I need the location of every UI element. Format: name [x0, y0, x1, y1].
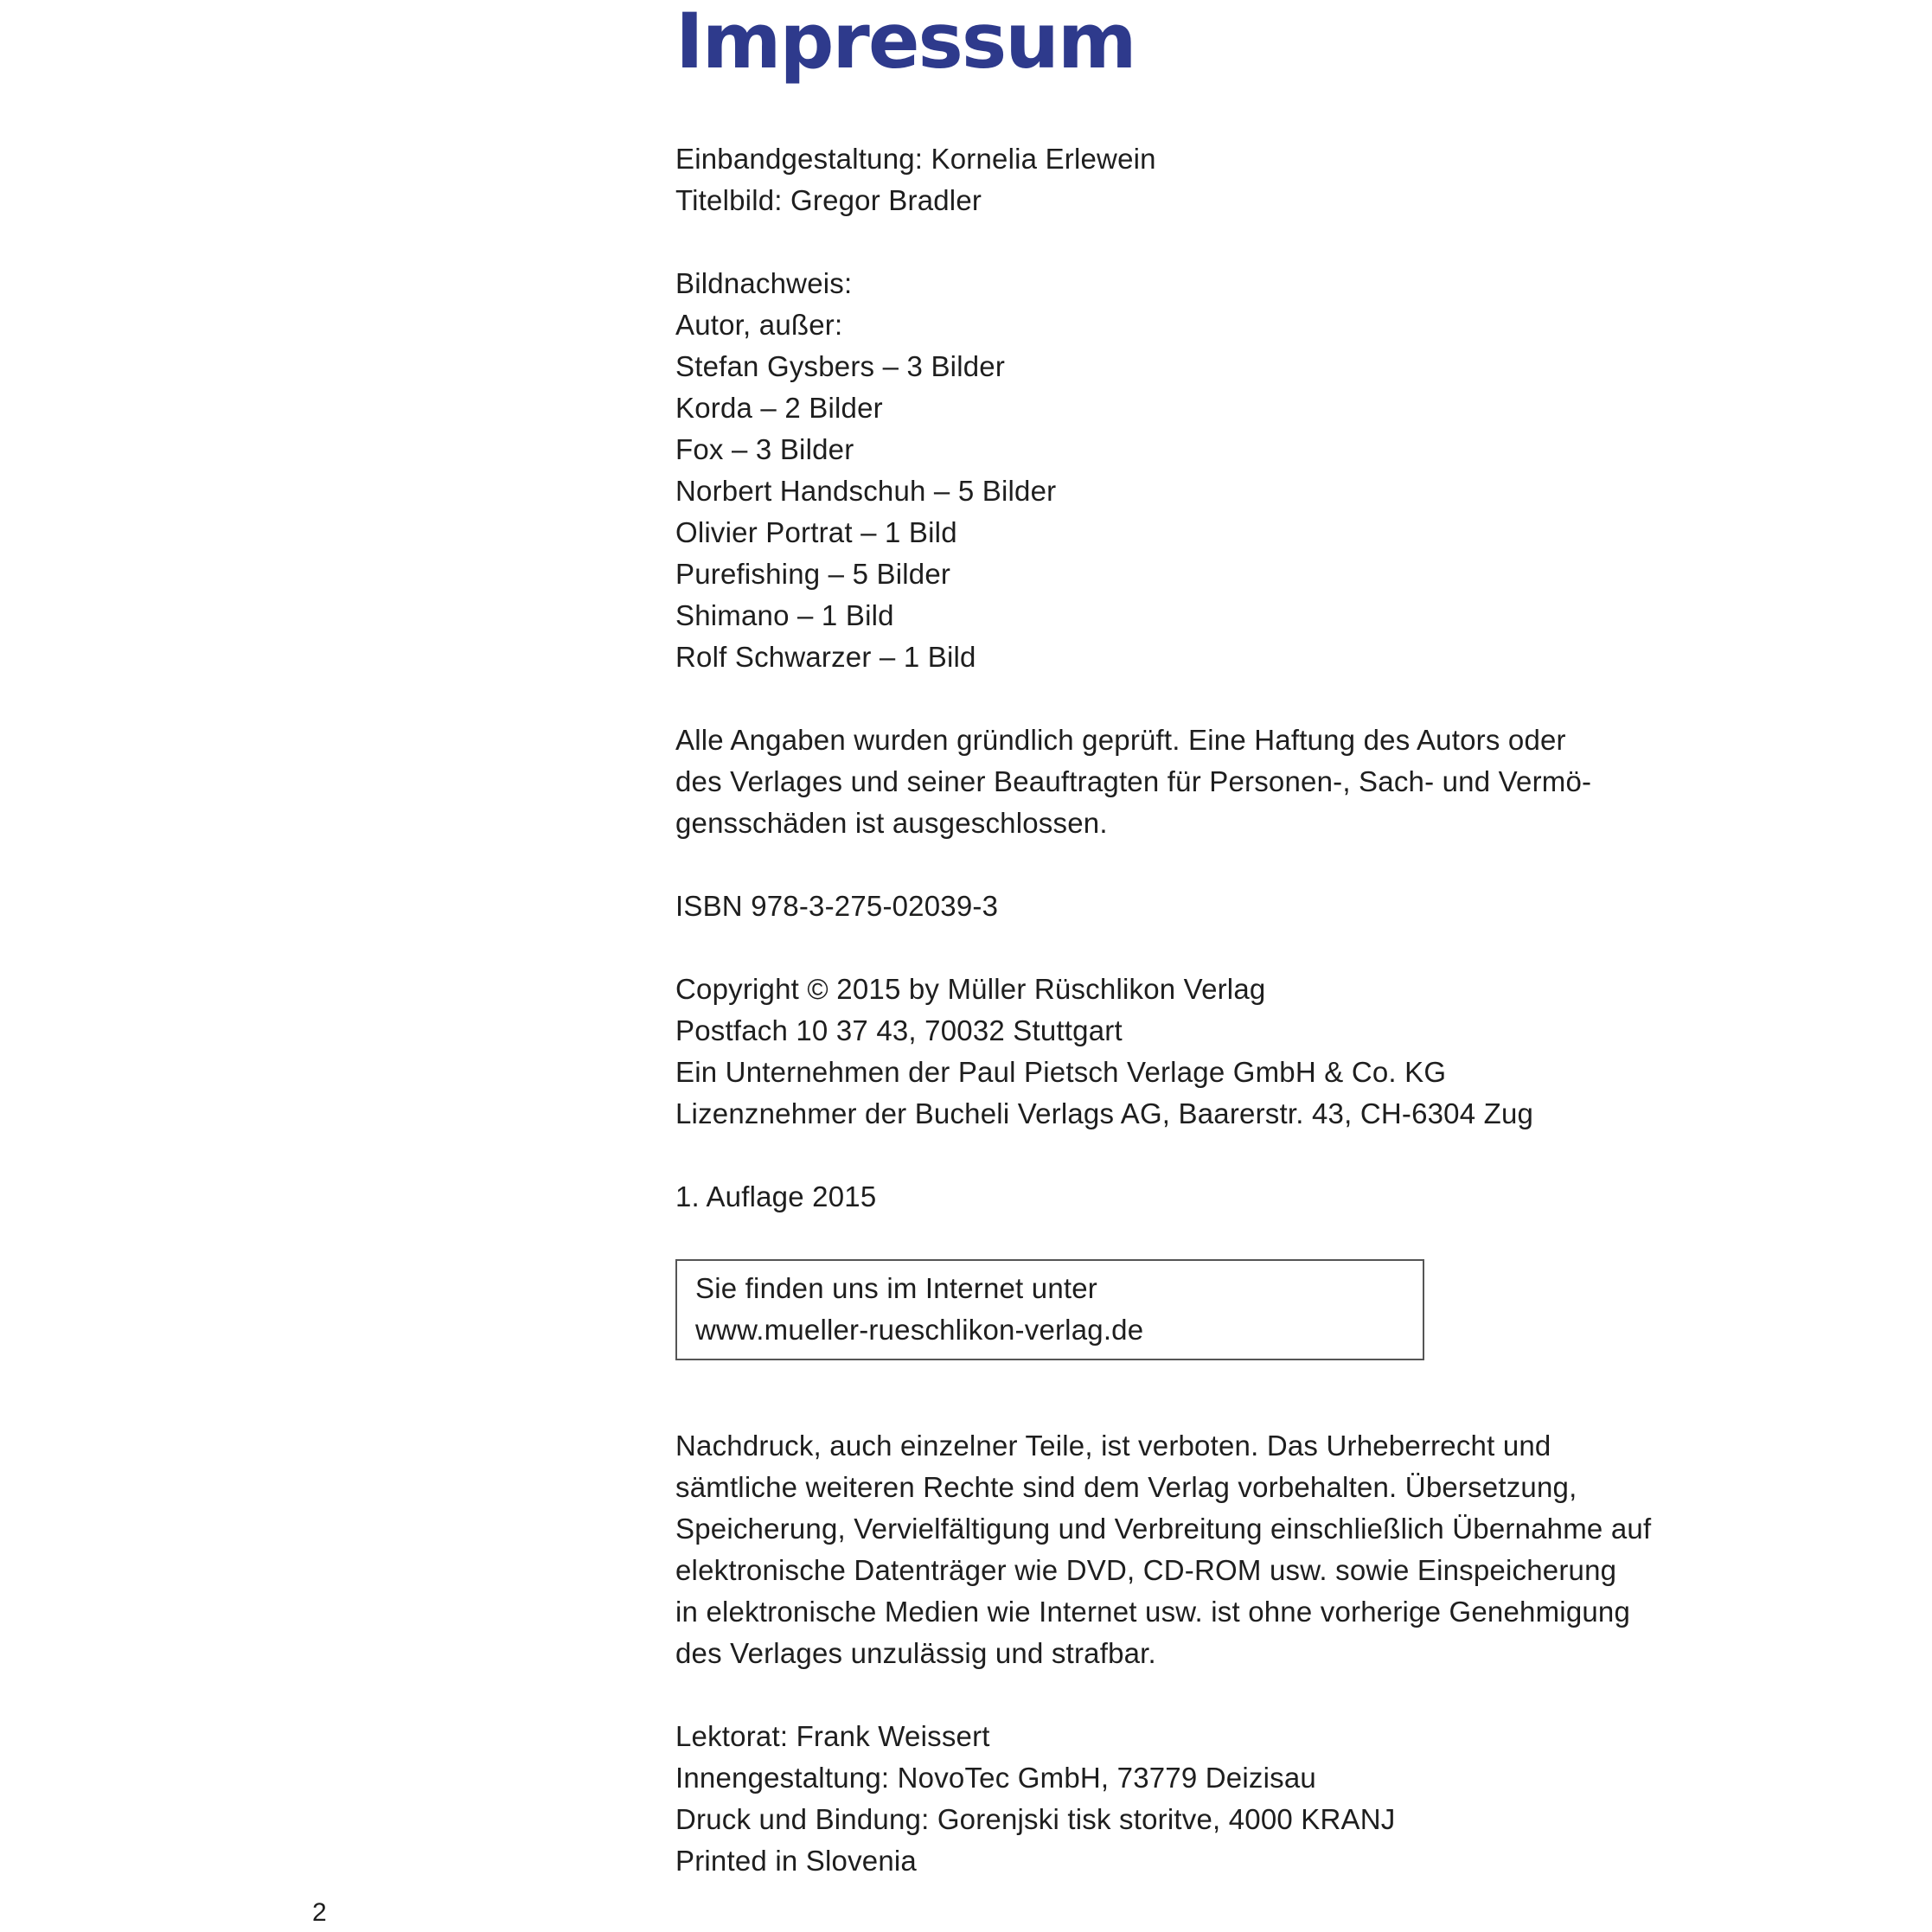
production-line: Printed in Slovenia	[675, 1845, 917, 1877]
copyright-line: Postfach 10 37 43, 70032 Stuttgart	[675, 1014, 1123, 1046]
spacer	[675, 221, 1644, 263]
copyright-line: Lizenznehmer der Bucheli Verlags AG, Baarerstr. 43, CH-6304 Zug	[675, 1097, 1534, 1129]
website-box	[675, 1259, 1424, 1360]
image-credit-item: Korda – 2 Bilder	[675, 392, 883, 424]
production-block	[675, 1716, 1644, 1882]
page-number: 2	[312, 1898, 327, 1927]
disclaimer-line: gensschäden ist ausgeschlossen.	[675, 807, 1108, 839]
spacer	[675, 1674, 1644, 1716]
rights-line: Speicherung, Vervielfältigung und Verbreitung einschließlich Übernahme auf	[675, 1513, 1652, 1545]
rights-line: elektronische Datenträger wie DVD, CD-ROM usw. sowie Einspeicherung	[675, 1554, 1617, 1586]
production-line: Lektorat: Frank Weissert	[675, 1720, 990, 1752]
copyright-line: Ein Unternehmen der Paul Pietsch Verlage GmbH & Co. KG	[675, 1056, 1447, 1088]
edition-block	[675, 1176, 1644, 1218]
spacer	[675, 927, 1644, 969]
rights-line: sämtliche weiteren Rechte sind dem Verlag vorbehalten. Übersetzung,	[675, 1471, 1577, 1503]
image-credit-item: Purefishing – 5 Bilder	[675, 558, 951, 590]
copyright-block	[675, 969, 1644, 1135]
image-credit-item: Fox – 3 Bilder	[675, 433, 854, 465]
imprint-body	[675, 138, 1652, 1882]
disclaimer-paragraph	[675, 720, 1644, 844]
rights-line: Nachdruck, auch einzelner Teile, ist verboten. Das Urheberrecht und	[675, 1430, 1551, 1462]
disclaimer-line: Alle Angaben wurden gründlich geprüft. Eine Haftung des Autors oder	[675, 724, 1566, 756]
production-line: Innengestaltung: NovoTec GmbH, 73779 Deizisau	[675, 1762, 1316, 1794]
image-credits-intro: Autor, außer:	[675, 309, 843, 341]
image-credit-item: Norbert Handschuh – 5 Bilder	[675, 475, 1057, 507]
isbn-block	[675, 886, 1644, 927]
image-credit-item: Rolf Schwarzer – 1 Bild	[675, 641, 976, 673]
disclaimer-line: des Verlages und seiner Beauftragten für Personen-, Sach- und Vermö-	[675, 765, 1592, 797]
production-line: Druck und Bindung: Gorenjski tisk storitve, 4000 KRANJ	[675, 1803, 1396, 1835]
spacer	[675, 1360, 1644, 1425]
rights-paragraph	[675, 1425, 1652, 1674]
copyright-line: Copyright © 2015 by Müller Rüschlikon Verlag	[675, 973, 1266, 1005]
edition: 1. Auflage 2015	[675, 1180, 877, 1212]
isbn: ISBN 978-3-275-02039-3	[675, 890, 999, 922]
credits-block	[675, 138, 1644, 221]
spacer	[675, 678, 1644, 720]
image-credits-heading: Bildnachweis:	[675, 267, 853, 299]
spacer	[675, 1135, 1644, 1176]
image-credit-item: Olivier Portrat – 1 Bild	[675, 516, 957, 548]
rights-line: des Verlages unzulässig und strafbar.	[675, 1637, 1156, 1669]
title-image-credit: Titelbild: Gregor Bradler	[675, 184, 982, 216]
website-intro: Sie finden uns im Internet unter	[695, 1272, 1097, 1304]
image-credit-item: Stefan Gysbers – 3 Bilder	[675, 350, 1006, 382]
rights-line: in elektronische Medien wie Internet usw. ist ohne vorherige Genehmigung	[675, 1596, 1631, 1628]
image-credit-item: Shimano – 1 Bild	[675, 599, 894, 631]
image-credits-block	[675, 263, 1644, 678]
website-url-link[interactable]: www.mueller-rueschlikon-verlag.de	[695, 1314, 1144, 1346]
page-title: Impressum	[675, 0, 1136, 86]
spacer	[675, 844, 1644, 886]
spacer	[675, 1218, 1644, 1259]
cover-design-credit: Einbandgestaltung: Kornelia Erlewein	[675, 143, 1156, 175]
